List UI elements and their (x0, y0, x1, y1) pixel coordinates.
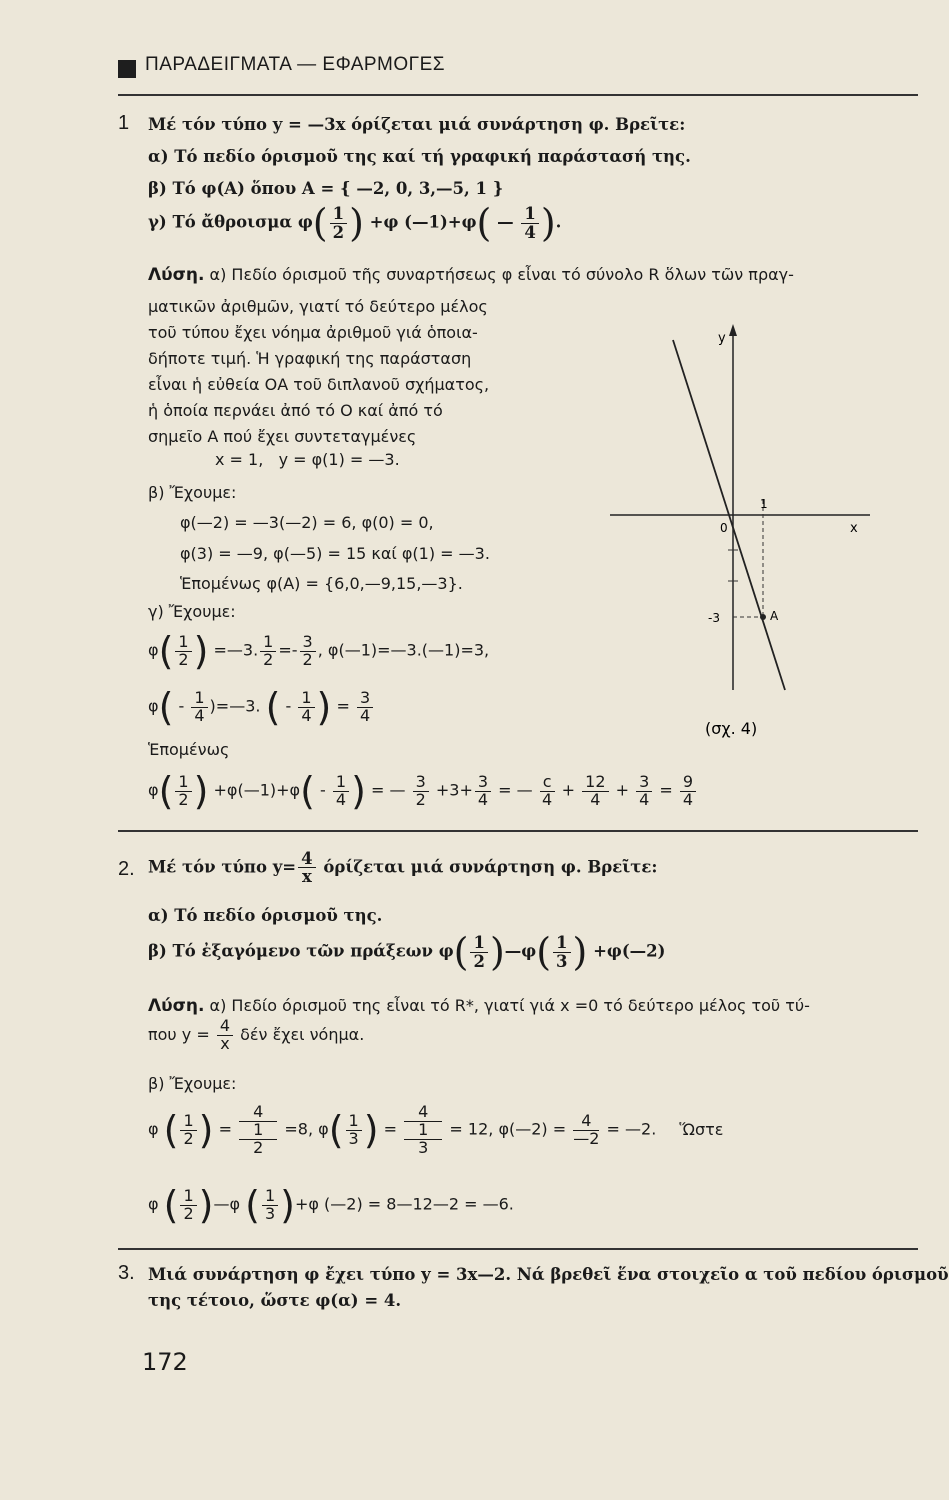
example-3-number: 3. (118, 1262, 135, 1284)
example-2-solution-second-line: που y = $\frac{4}{x}$ δέν ἔχει νόημα. (148, 1016, 365, 1053)
x-axis-label: x (850, 521, 858, 536)
example-1-statement: Μέ τόν τύπο y = —3x όρίζεται μιά συνάρτηση φ. Βρεῖτε: (148, 115, 686, 134)
example-2-part-b-heading: β) Ἔχουμε: (148, 1074, 237, 1093)
example-2-solution-first-line: Λύση. α) Πεδίο όρισμοῦ της εἶναι τό R*, γιατί γιά x =0 τό δεύτερο μέλος τοῦ τύ- (148, 996, 810, 1016)
example-1-end-rule (118, 830, 918, 832)
point-a-label: A (770, 609, 779, 623)
example-1-solution-text: ματικῶν ἀριθμῶν, γιατί τό δεύτερο μέλος τοῦ τύπου ἔχει νόημα ἀριθμοῦ γιά ὁποια- δήποτε τιμή. Ἡ γραφική της παράσταση εἶναι ἡ εὐθεία ΟΑ τοῦ διπλανοῦ σχήματος, ἡ ὁποία περνάει ἀπό τό Ο καί ἀπό τό σημεῖο Α πού ἔχει συντεταγμένες (148, 297, 490, 446)
example-1-solution-first-line: Λύση. α) Πεδίο όρισμοῦ τῆς συναρτήσεως φ εἶναι τό σύνολο R ὅλων τῶν πραγ- (148, 265, 794, 285)
origin-label: 0 (720, 521, 728, 535)
y-axis-label: y (718, 331, 726, 346)
point-a (760, 614, 766, 620)
example-1-part-a: α) Τό πεδίο όρισμοῦ της καί τή γραφική παράστασή της. (148, 147, 691, 166)
part-b-line-3: Ἑπομένως φ(Α) = {6,0,—9,15,—3}. (180, 574, 463, 593)
y-minus3-label: -3 (708, 611, 720, 625)
example-2-final: φ ( $\frac{1}{2}$ )—φ ( $\frac{1}{3}$ )+φ (—2) = 8—12—2 = —6. (148, 1183, 514, 1227)
example-2-part-a: α) Τό πεδίο όρισμοῦ της. (148, 906, 383, 925)
figure-caption: (σχ. 4) (705, 719, 758, 738)
example-3-statement-line-1: Μιά συνάρτηση φ ἔχει τύπο y = 3x—2. Νά βρεθεῖ ἕνα στοιχεῖο α τοῦ πεδίου όρισμοῦ (148, 1265, 949, 1284)
page-number: 172 (142, 1348, 188, 1376)
part-b-line-2: φ(3) = —9, φ(—5) = 15 καί φ(1) = —3. (180, 544, 490, 563)
example-1-part-c: γ) Τό ἄθροισμα φ( $\frac{1}{2}$ ) +φ (—1)+φ( — $\frac{1}{4}$ ). (148, 201, 562, 245)
part-c-final-sum: φ( $\frac{1}{2}$ ) +φ(—1)+φ( - $\frac{1}{4}$ ) = — $\frac{3}{2}$ +3+ $\frac{3}{4}$ = — $\frac{c}{4}$ + $\frac{12}{4}$ + $\frac{3}{4}$ = $\frac{9}{4}$ (148, 772, 698, 810)
point-a-coordinates: x = 1, y = φ(1) = —3. (215, 450, 400, 469)
part-b-heading: β) Ἔχουμε: (148, 483, 237, 502)
graph-figure (600, 320, 900, 740)
example-1-part-b: β) Τό φ(Α) ὅπου Α = { —2, 0, 3,—5, 1 } (148, 179, 504, 198)
example-2-statement: Μέ τόν τύπο y= $\frac{4}{x}$ όρίζεται μιά συνάρτηση φ. Βρεῖτε: (148, 849, 658, 887)
y-axis-arrow-icon (729, 324, 737, 336)
header-rule (118, 94, 918, 96)
x-one-label: 1 (760, 497, 768, 511)
therefore-label: Ἑπομένως (148, 740, 230, 759)
part-c-heading: γ) Ἔχουμε: (148, 602, 236, 621)
example-3-statement-line-2: της τέτοιο, ὥστε φ(α) = 4. (148, 1291, 402, 1310)
example-1-number: 1 (118, 112, 130, 134)
part-c-equation-1: φ( $\frac{1}{2}$ ) =—3. $\frac{1}{2}$ =- $\frac{3}{2}$ , φ(—1)=—3.(—1)=3, (148, 629, 490, 673)
example-2-end-rule (118, 1248, 918, 1250)
example-2-part-b: β) Τό ἐξαγόμενο τῶν πράξεων φ( $\frac{1}{2}$ )—φ( $\frac{1}{3}$ ) +φ(—2) (148, 930, 666, 974)
part-c-equation-2: φ( - $\frac{1}{4}$ )=—3. ( - $\frac{1}{4}$ ) = $\frac{3}{4}$ (148, 688, 375, 726)
section-square-icon (118, 60, 136, 78)
example-2-calc-line: φ ( $\frac{1}{2}$ ) = 4 1 2 =8, φ( $\frac{1}{3}$ ) = 4 1 3 = 12, φ(—2) = $\frac{4}{—2}$ = —2. Ὥστε (148, 1102, 724, 1157)
part-b-line-1: φ(—2) = —3(—2) = 6, φ(0) = 0, (180, 513, 434, 532)
example-2-number: 2. (118, 858, 135, 880)
section-title: ΠΑΡΑΔΕΙΓΜΑΤΑ — ΕΦΑΡΜΟΓΕΣ (145, 54, 446, 75)
